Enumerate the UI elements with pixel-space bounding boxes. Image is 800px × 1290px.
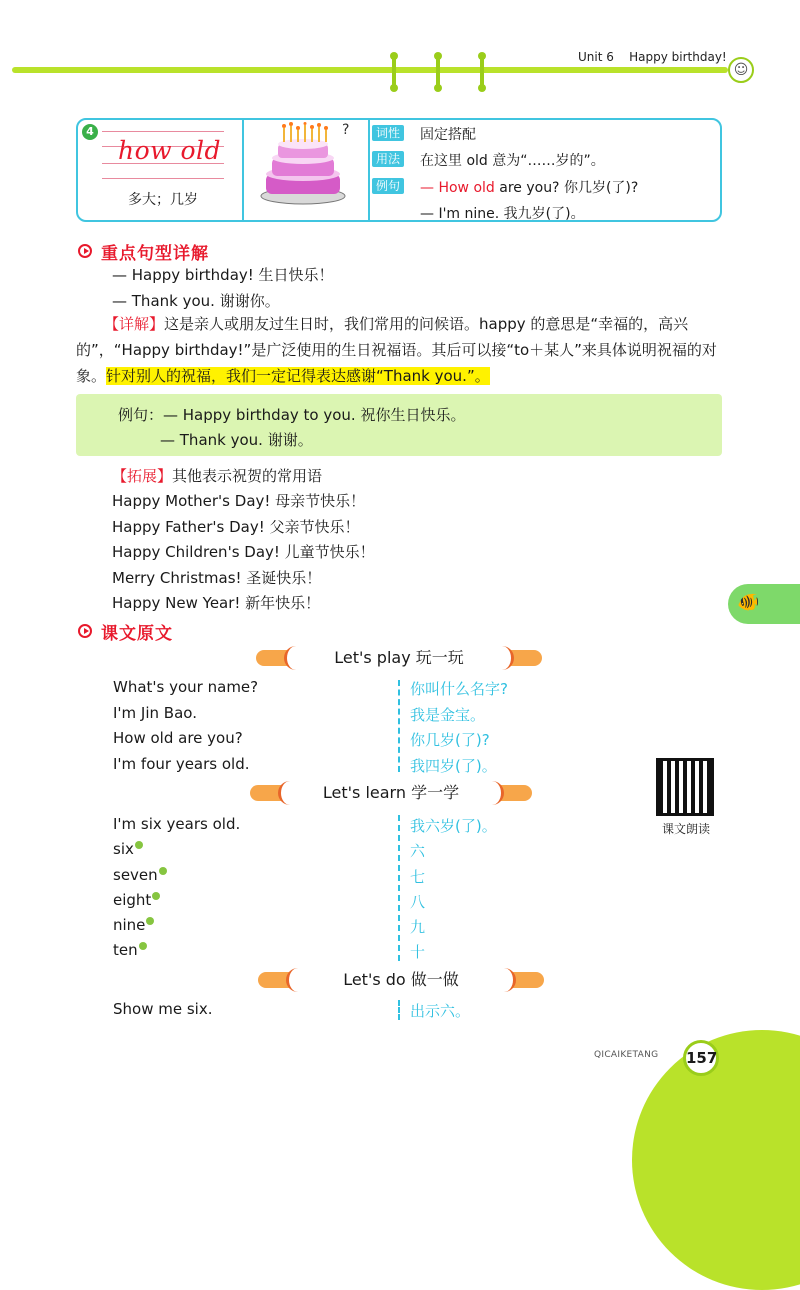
usage-text: 在这里 old 意为“……岁的”。 [420, 153, 605, 169]
text-line-en: What's your name? [113, 678, 259, 696]
cartoon-mascot-icon: ☺ [728, 57, 754, 83]
example-answer: — I'm nine. 我九岁(了)。 [420, 206, 585, 222]
example-line: — Thank you. 谢谢。 [160, 431, 313, 449]
text-line-zh: 我是金宝。 [410, 706, 486, 724]
text-line-zh: 你叫什么名字? [410, 680, 508, 698]
text-line-zh: 我六岁(了)。 [410, 817, 497, 835]
word-seven: seven [113, 866, 167, 884]
audio-marker-icon [139, 942, 147, 950]
dashed-divider [398, 1000, 400, 1020]
banner-lets-play: Let's play 玩一玩 [256, 646, 542, 670]
word-six: six [113, 840, 143, 858]
text-line-zh: 六 [410, 842, 426, 860]
expand-item: Merry Christmas! 圣诞快乐！ [112, 569, 322, 587]
birthday-cake-icon [258, 122, 348, 206]
example-tag: 例句 [372, 178, 404, 194]
footer-decoration [632, 1030, 800, 1290]
section-title-text: 课文原文 [101, 624, 173, 644]
vocab-meaning: 多大；几岁 [128, 192, 198, 208]
dialog-line: — Happy birthday! 生日快乐！ [112, 266, 334, 284]
text-line-en: How old are you? [113, 729, 243, 747]
binding-ring [434, 52, 442, 92]
qr-label: 课文朗读 [661, 822, 710, 836]
text-line-zh: 你几岁(了)? [410, 731, 490, 749]
word-eight: eight [113, 891, 160, 909]
expand-item: Happy Children's Day! 儿童节快乐！ [112, 543, 375, 561]
text-line-zh: 八 [410, 893, 426, 911]
header-bar [12, 67, 728, 73]
explanation-paragraph: 【详解】这是亲人或朋友过生日时，我们常用的问候语。happy 的意思是“幸福的，高兴的”，“Happy birthday!”是广泛使用的生日祝福语。其后可以接“to＋某人”来具体说明祝福的对象。针对别人的祝福，我们一定记得表达感谢“Thank you.”。 [76, 315, 717, 385]
expand-item: Happy New Year! 新年快乐！ [112, 594, 321, 612]
audio-marker-icon [146, 917, 154, 925]
word-ten: ten [113, 941, 147, 959]
audio-marker-icon [135, 841, 143, 849]
expand-heading: 【拓展】其他表示祝贺的常用语 [112, 467, 323, 485]
text-line-zh: 我四岁(了)。 [410, 757, 497, 775]
dialog-line: — Thank you. 谢谢你。 [112, 292, 280, 310]
footer-brand: QICAIKETANG [594, 1050, 659, 1060]
text-line-en: I'm six years old. [113, 815, 241, 833]
page-number: 157 [683, 1040, 719, 1076]
vocab-word: how old [118, 136, 222, 165]
text-line-zh: 十 [410, 943, 426, 961]
question-mark: ? [342, 122, 350, 138]
banner-lets-do: Let's do 做一做 [258, 968, 544, 992]
writing-line [102, 178, 224, 179]
banner-lets-learn: Let's learn 学一学 [250, 781, 532, 805]
vocab-number-badge: 4 [82, 124, 98, 140]
audio-marker-icon [159, 867, 167, 875]
example-text: — How old are you? 你几岁(了)? [420, 180, 639, 196]
audio-marker-icon [152, 892, 160, 900]
section-bullet-icon [78, 244, 92, 258]
example-line: 例句：— Happy birthday to you. 祝你生日快乐。 [118, 406, 466, 424]
qr-code-icon[interactable] [656, 758, 714, 816]
pos-text: 固定搭配 [420, 127, 476, 143]
text-line-en: I'm four years old. [113, 755, 250, 773]
binding-ring [478, 52, 486, 92]
text-line-en: Show me six. [113, 1000, 213, 1018]
section-title-sentences: 重点句型详解 [101, 244, 209, 264]
dashed-divider [398, 815, 400, 961]
binding-ring [390, 52, 398, 92]
expand-item: Happy Mother's Day! 母亲节快乐！ [112, 492, 366, 510]
word-nine: nine [113, 916, 154, 934]
expand-item: Happy Father's Day! 父亲节快乐！ [112, 518, 360, 536]
section-bullet-icon [78, 624, 92, 638]
goldfish-icon: 🐠 [737, 592, 760, 613]
unit-title: Unit 6 Happy birthday! [578, 50, 727, 64]
usage-tag: 用法 [372, 151, 404, 167]
text-line-zh: 七 [410, 868, 426, 886]
pos-tag: 词性 [372, 125, 404, 141]
dashed-divider [398, 680, 400, 772]
writing-line [102, 131, 224, 132]
text-line-zh: 出示六。 [410, 1002, 471, 1020]
text-line-zh: 九 [410, 918, 426, 936]
text-line-en: I'm Jin Bao. [113, 704, 197, 722]
